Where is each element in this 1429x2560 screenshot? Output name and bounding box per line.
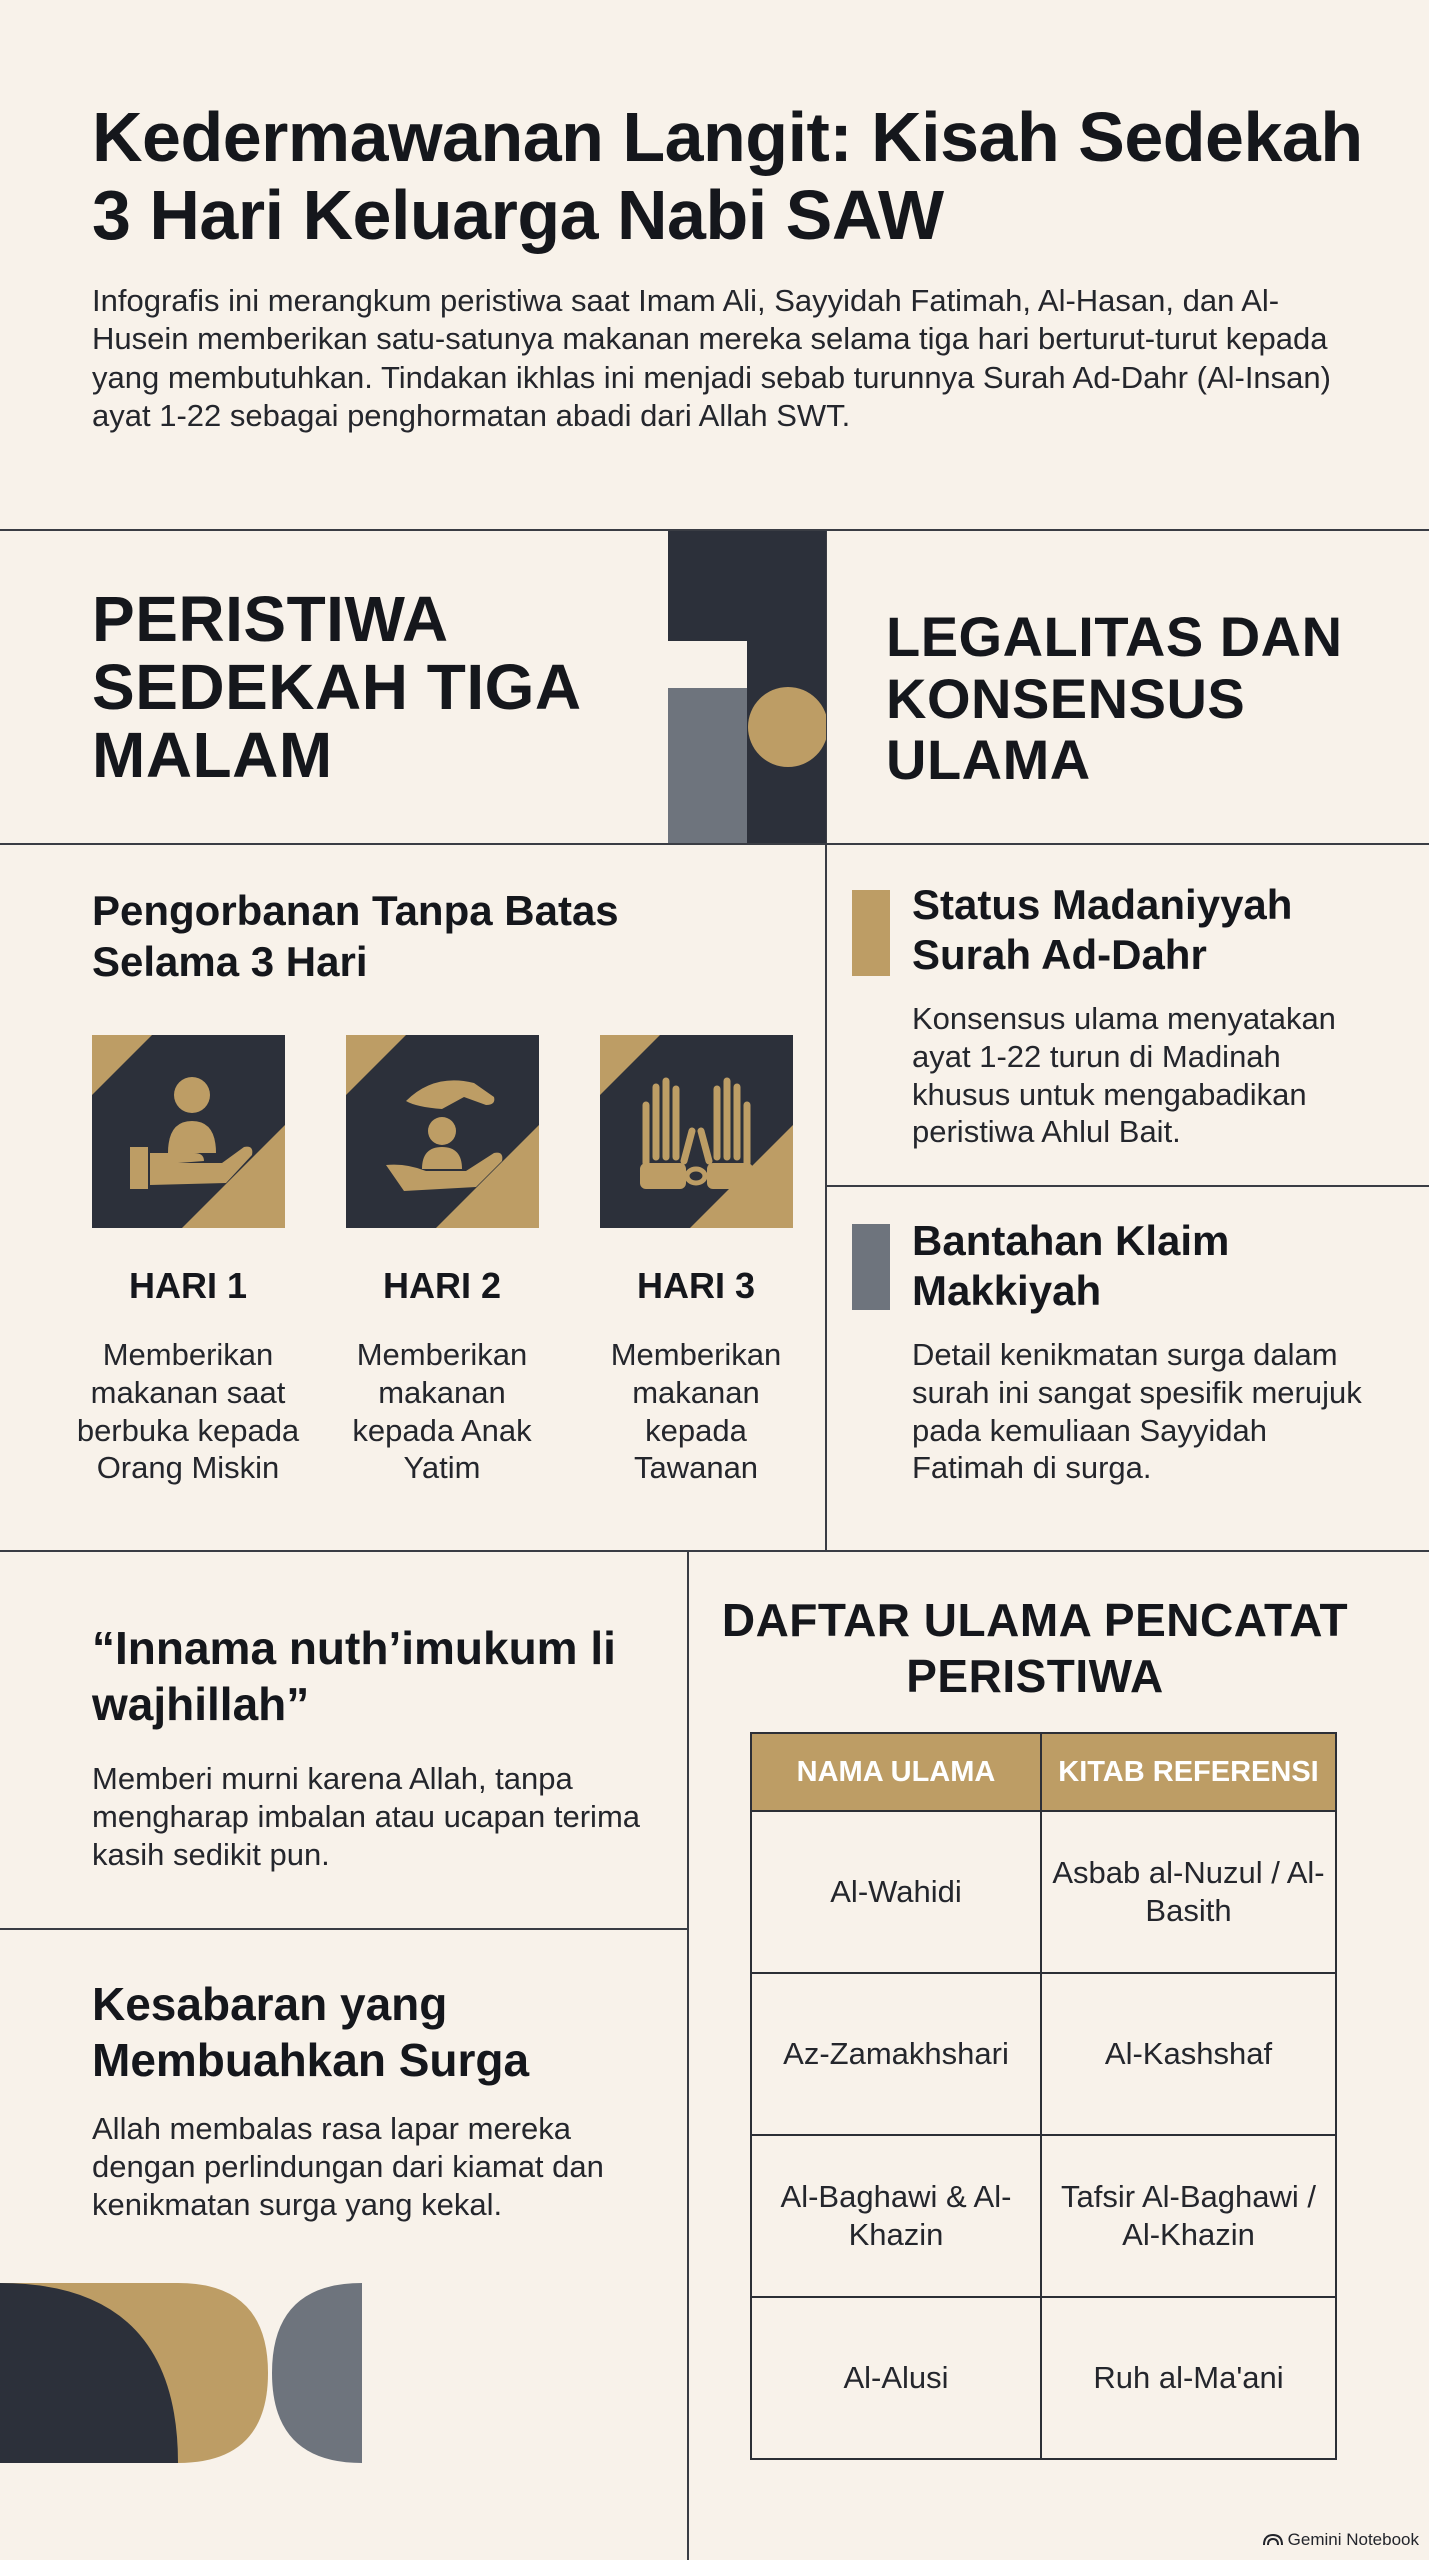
day-3-label: HARI 3 xyxy=(636,1265,756,1306)
bottom-geometric-decoration xyxy=(0,2283,362,2463)
gold-marker xyxy=(852,890,890,976)
table-cell-kitab: Tafsir Al-Baghawi / Al-Khazin xyxy=(1041,2135,1336,2297)
makkiyah-description: Detail kenikmatan surga dalam surah ini sangat spesifik merujuk pada kemuliaan Sayyidah Fatimah di surga. xyxy=(912,1337,1362,1486)
footer-brand xyxy=(1263,2530,1419,2550)
patience-heading: Kesabaran yang Membuahkan Surga xyxy=(92,1978,530,2087)
quote-heading: “Innama nuth’imukum li wajhillah” xyxy=(92,1622,616,1731)
intro-paragraph: Infografis ini merangkum peristiwa saat Imam Ali, Sayyidah Fatimah, Al-Hasan, dan Al-Husein memberikan satu-satunya makanan mereka selama tiga hari berturut-turut kepada yang membutuhkan. Tindakan ikhlas ini menjadi sebab turunnya Surah Ad-Dahr (Al-Insan) ayat 1-22 sebagai penghormatan abadi dari Allah SWT. xyxy=(92,283,1331,434)
protected-child-hands-icon xyxy=(346,1035,539,1228)
day-2-label: HARI 2 xyxy=(382,1265,502,1306)
divider-mid-1 xyxy=(0,843,1429,845)
day-1-description: Memberikan makanan saat berbuka kepada Orang Miskin xyxy=(76,1337,300,1486)
divider-vertical-2 xyxy=(687,1550,689,2560)
table-row xyxy=(751,2135,1336,2297)
patience-description: Allah membalas rasa lapar mereka dengan perlindungan dari kiamat dan kenikmatan surga yang kekal. xyxy=(92,2111,604,2222)
column-header-nama: NAMA ULAMA xyxy=(751,1733,1041,1811)
quote-description: Memberi murni karena Allah, tanpa mengharap imbalan atau ucapan terima kasih sedikit pun. xyxy=(92,1761,641,1872)
footer-brand-label: Gemini Notebook xyxy=(1287,2530,1419,2549)
madaniyyah-description: Konsensus ulama menyatakan ayat 1-22 turun di Madinah khusus untuk mengabadikan peristiwa Ahlul Bait. xyxy=(912,1001,1336,1150)
table-cell-kitab: Asbab al-Nuzul / Al-Basith xyxy=(1041,1811,1336,1973)
table-cell-nama: Al-Baghawi & Al-Khazin xyxy=(751,2135,1041,2297)
table-row xyxy=(751,1973,1336,2135)
divider-left-lower xyxy=(0,1928,688,1930)
legalitas-heading: LEGALITAS DAN KONSENSUS ULAMA xyxy=(886,605,1343,792)
madaniyyah-heading: Status Madaniyyah Surah Ad-Dahr xyxy=(912,881,1293,979)
makkiyah-heading: Bantahan Klaim Makkiyah xyxy=(912,1217,1230,1315)
geometric-decoration xyxy=(668,531,826,843)
table-row xyxy=(751,2297,1336,2459)
sacrifice-heading: Pengorbanan Tanpa Batas Selama 3 Hari xyxy=(92,887,619,986)
chained-hands-icon xyxy=(600,1035,793,1228)
table-cell-nama: Az-Zamakhshari xyxy=(751,1973,1041,2135)
page-title: Kedermawanan Langit: Kisah Sedekah 3 Hari Keluarga Nabi SAW xyxy=(92,98,1363,255)
table-cell-nama: Al-Wahidi xyxy=(751,1811,1041,1973)
hand-giving-person-icon xyxy=(92,1035,285,1228)
ulama-heading: DAFTAR ULAMA PENCATAT PERISTIWA xyxy=(721,1594,1349,1703)
slate-marker xyxy=(852,1224,890,1310)
ulama-table xyxy=(750,1732,1337,2460)
column-header-kitab: KITAB REFERENSI xyxy=(1041,1733,1336,1811)
day-3-description: Memberikan makanan kepada Tawanan xyxy=(610,1337,782,1486)
table-cell-kitab: Ruh al-Ma'ani xyxy=(1041,2297,1336,2459)
table-cell-nama: Al-Alusi xyxy=(751,2297,1041,2459)
day-1-label: HARI 1 xyxy=(128,1265,248,1306)
peristiwa-heading: PERISTIWA SEDEKAH TIGA MALAM xyxy=(92,583,580,791)
table-header-row xyxy=(751,1733,1336,1811)
day-2-description: Memberikan makanan kepada Anak Yatim xyxy=(352,1337,532,1486)
divider-right-1 xyxy=(826,1185,1429,1187)
notebook-logo-icon xyxy=(1263,2534,1283,2546)
divider-mid-2 xyxy=(0,1550,1429,1552)
table-cell-kitab: Al-Kashshaf xyxy=(1041,1973,1336,2135)
table-row xyxy=(751,1811,1336,1973)
